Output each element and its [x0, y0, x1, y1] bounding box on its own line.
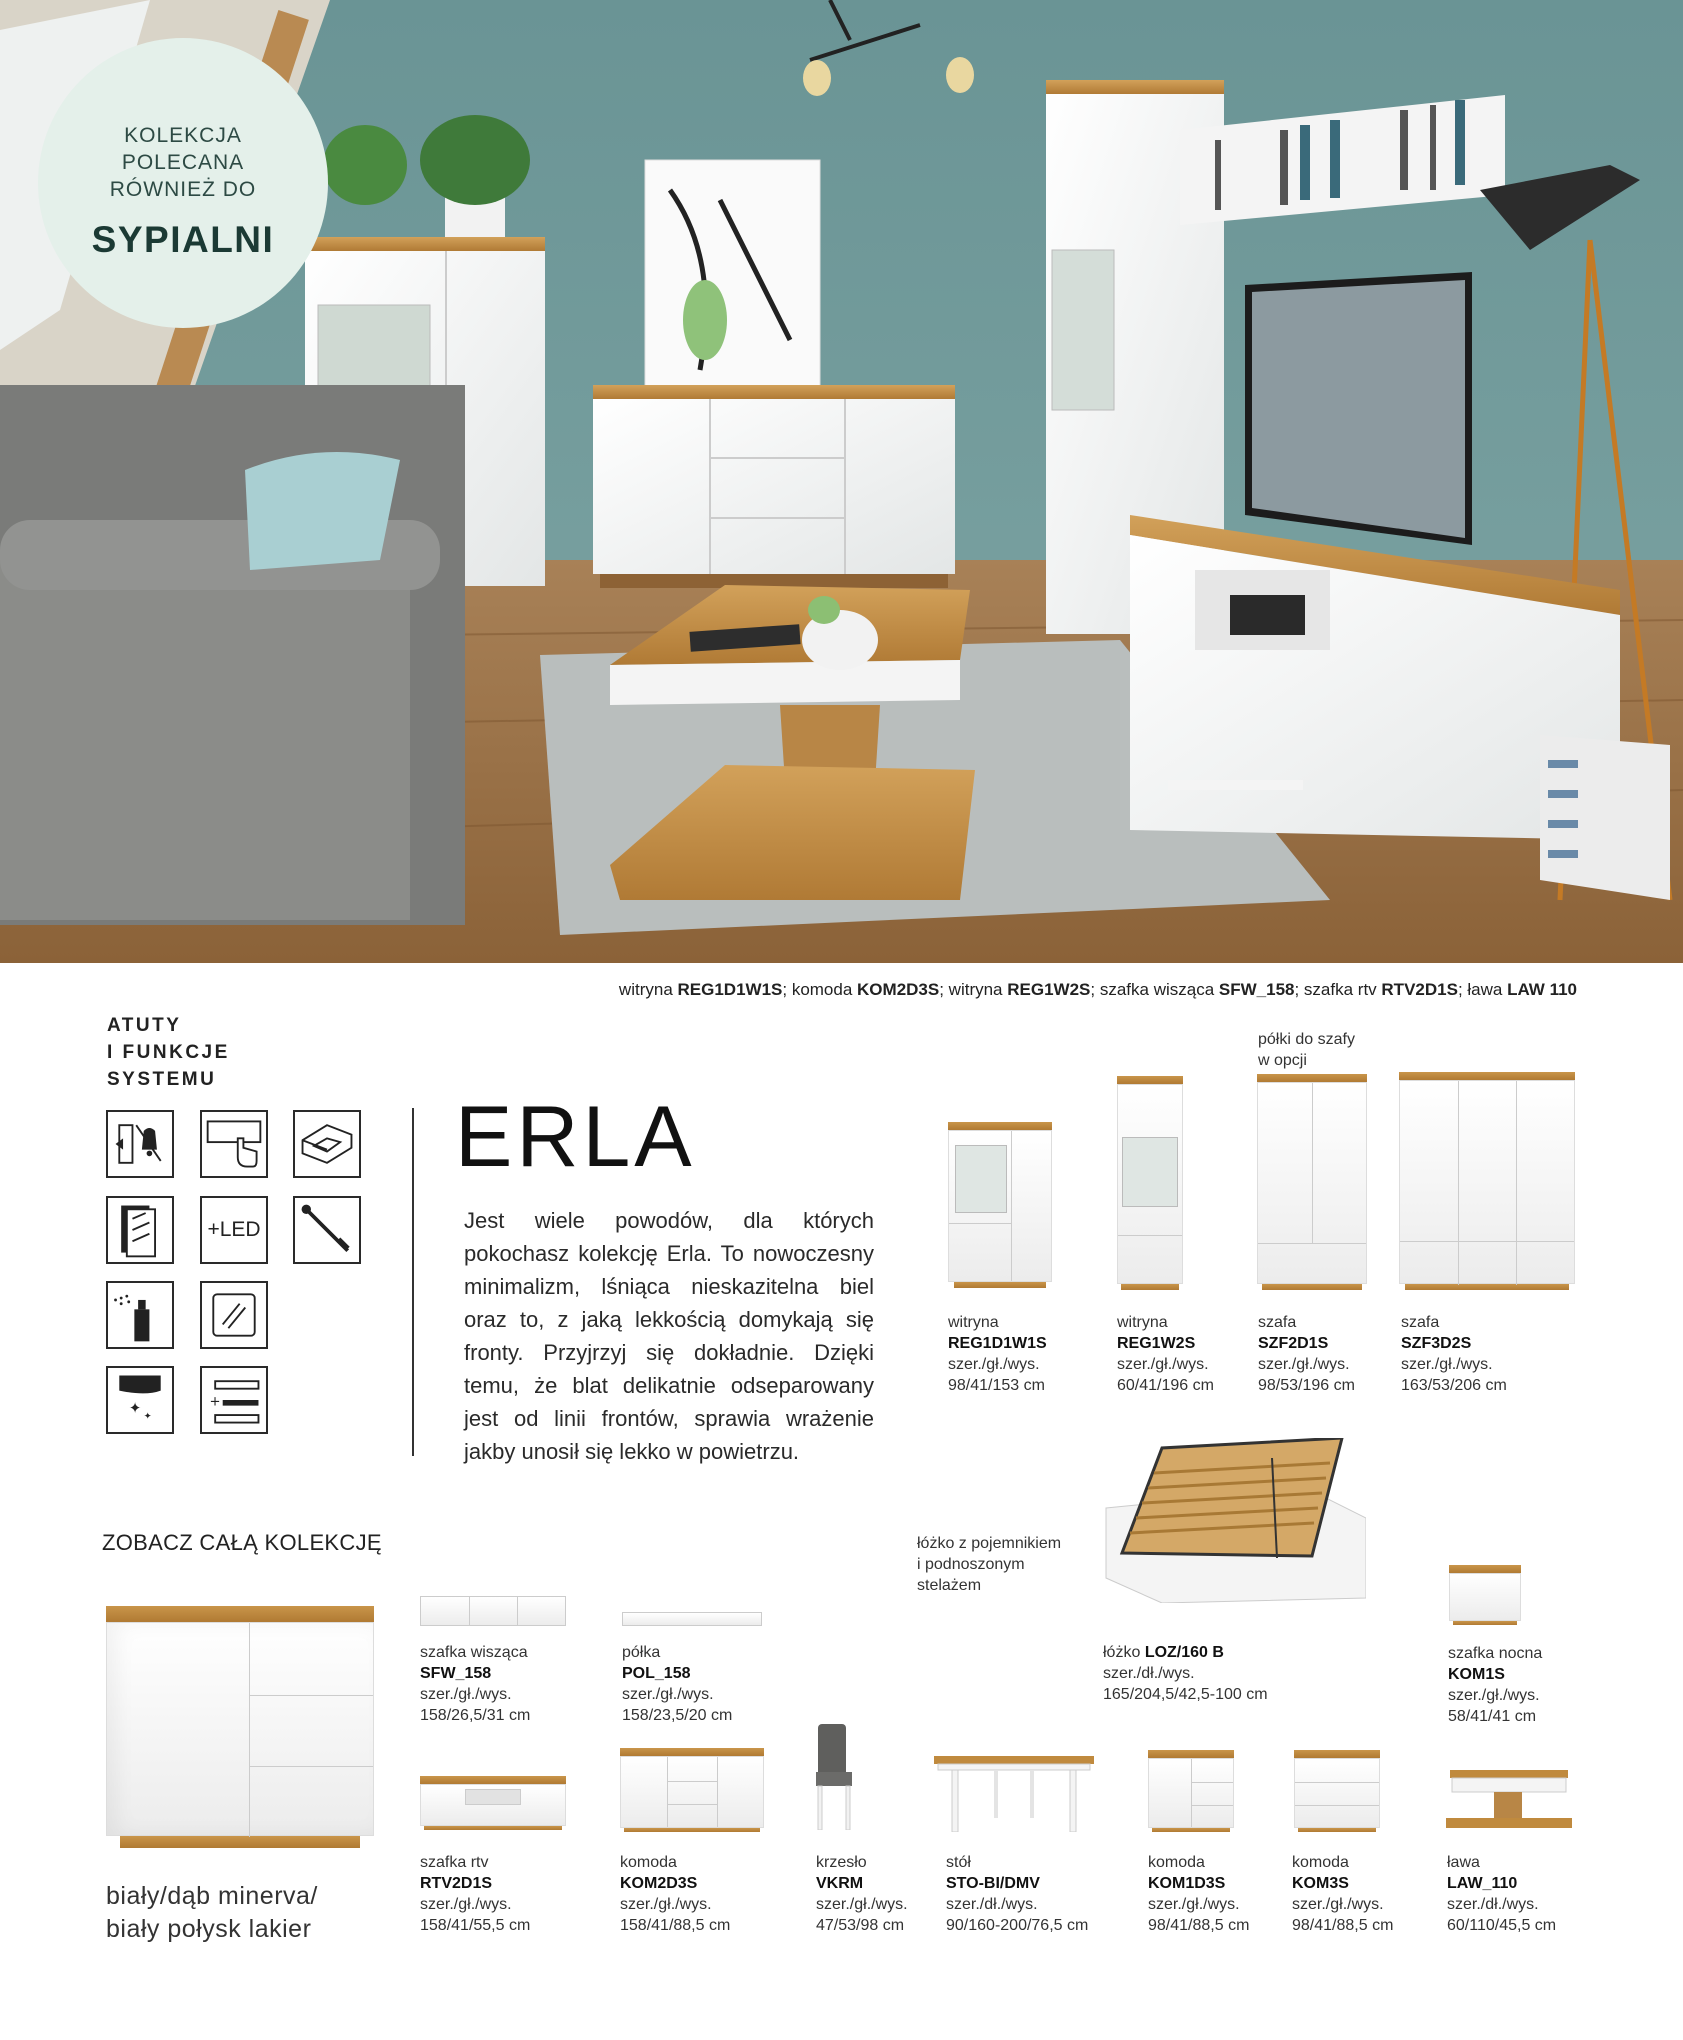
product-loz160b	[1103, 1642, 1268, 1705]
product-dims: 98/41/88,5 cm	[1148, 1917, 1250, 1934]
product-kom1s	[1448, 1643, 1542, 1727]
badge-line-2: POLECANA	[121, 151, 245, 174]
product-dim-label: szer./gł./wys.	[1148, 1896, 1240, 1913]
product-type: półka	[622, 1644, 661, 1661]
product-dim-label: szer./gł./wys.	[1448, 1687, 1540, 1704]
product-type: krzesło	[816, 1854, 867, 1871]
product-dims: 98/53/196 cm	[1258, 1377, 1355, 1394]
bed-note-line: i podnoszonym	[917, 1556, 1025, 1573]
collection-badge	[38, 38, 328, 328]
product-dim-label: szer./gł./wys.	[1258, 1356, 1350, 1373]
shelves-note-line: półki do szafy	[1258, 1031, 1355, 1048]
product-code: SZF3D2S	[1401, 1335, 1472, 1352]
product-law110	[1447, 1852, 1556, 1936]
badge-bold: SYPIALNI	[91, 219, 275, 260]
product-code: KOM1S	[1448, 1666, 1505, 1683]
product-reg1d1w1s	[948, 1312, 1047, 1396]
product-dims: 158/23,5/20 cm	[622, 1707, 733, 1724]
product-type: stół	[946, 1854, 971, 1871]
product-image-vkrm	[812, 1724, 856, 1830]
badge-line-3: RÓWNIEŻ DO	[109, 178, 257, 201]
product-reg1w2s	[1117, 1312, 1214, 1396]
bed-note-line: łóżko z pojemnikiem	[917, 1535, 1062, 1552]
product-dim-label: szer./gł./wys.	[622, 1686, 714, 1703]
hero-caption	[619, 980, 1577, 1000]
product-rtv2d1s	[420, 1852, 530, 1936]
easy-clean-icon	[106, 1366, 174, 1434]
product-code: LAW_110	[1447, 1875, 1518, 1892]
product-image-kom1d3s-large	[106, 1606, 374, 1850]
product-dim-label: szer./gł./wys.	[420, 1896, 512, 1913]
product-code: LOZ/160 B	[1144, 1644, 1224, 1661]
finish-line: biały/dąb minerva/	[106, 1882, 318, 1910]
product-dim-label: szer./gł./wys.	[1401, 1356, 1493, 1373]
features-heading-line: SYSTEMU	[107, 1069, 217, 1090]
product-code: REG1D1W1S	[948, 1335, 1047, 1352]
handle-icon	[293, 1196, 361, 1264]
caption-text: ; komoda	[782, 980, 858, 999]
push-open-icon	[200, 1110, 268, 1178]
product-image-sto-bi-dmv	[934, 1756, 1094, 1832]
product-dims: 47/53/98 cm	[816, 1917, 905, 1934]
bed-note-line: stelażem	[917, 1577, 982, 1594]
shelves-note-line: w opcji	[1258, 1052, 1307, 1069]
product-dim-label: szer./gł./wys.	[1117, 1356, 1209, 1373]
product-code: SFW_158	[420, 1665, 492, 1682]
glossy-front-icon	[106, 1196, 174, 1264]
lacquer-spray-icon	[106, 1281, 174, 1349]
product-code: KOM1D3S	[1148, 1875, 1226, 1892]
caption-code: RTV2D1S	[1381, 980, 1458, 999]
features-heading-line: ATUTY	[107, 1015, 182, 1036]
divider-line	[412, 1108, 414, 1456]
product-type: witryna	[948, 1314, 999, 1331]
product-dim-label: szer./dł./wys.	[1447, 1896, 1539, 1913]
caption-text: ; szafka wisząca	[1090, 980, 1219, 999]
product-szf3d2s	[1401, 1312, 1507, 1396]
product-image-kom1s	[1449, 1565, 1521, 1625]
soft-close-icon	[106, 1110, 174, 1178]
product-vkrm	[816, 1852, 908, 1936]
product-szf2d1s	[1258, 1312, 1355, 1396]
finish-description	[106, 1880, 318, 1946]
product-code: KOM3S	[1292, 1875, 1349, 1892]
product-code: STO-BI/DMV	[946, 1875, 1040, 1892]
bed-note	[917, 1533, 1061, 1596]
led-label: +LED	[207, 1218, 261, 1241]
see-all-collection: ZOBACZ CAŁĄ KOLEKCJĘ	[102, 1530, 382, 1555]
product-image-sfw158	[420, 1596, 566, 1626]
caption-code: REG1D1W1S	[677, 980, 783, 999]
product-image-szf3d2s	[1399, 1072, 1575, 1290]
product-type: ława	[1447, 1854, 1480, 1871]
product-kom3s	[1292, 1852, 1393, 1936]
product-dims: 158/41/55,5 cm	[420, 1917, 531, 1934]
product-dims: 90/160-200/76,5 cm	[946, 1917, 1089, 1934]
product-dim-label: szer./gł./wys.	[620, 1896, 712, 1913]
product-type: łóżko	[1103, 1644, 1141, 1661]
svg-text:✦: ✦	[143, 1410, 152, 1422]
product-dims: 98/41/153 cm	[948, 1377, 1045, 1394]
product-code: SZF2D1S	[1258, 1335, 1329, 1352]
product-dims: 165/204,5/42,5-100 cm	[1103, 1686, 1268, 1703]
product-dims: 58/41/41 cm	[1448, 1708, 1537, 1725]
product-type: szafka wisząca	[420, 1644, 528, 1661]
product-code: REG1W2S	[1117, 1335, 1196, 1352]
product-image-law110	[1446, 1770, 1572, 1832]
glass-icon	[200, 1281, 268, 1349]
product-dim-label: szer./gł./wys.	[816, 1896, 908, 1913]
product-type: szafa	[1401, 1314, 1440, 1331]
product-sto-bi-dmv	[946, 1852, 1088, 1936]
product-type: szafka rtv	[420, 1854, 489, 1871]
product-kom1d3s	[1148, 1852, 1249, 1936]
product-image-reg1d1w1s	[948, 1122, 1052, 1290]
product-type: komoda	[1292, 1854, 1349, 1871]
caption-text: ; ława	[1457, 980, 1508, 999]
product-dims: 60/41/196 cm	[1117, 1377, 1214, 1394]
caption-code: LAW 110	[1507, 980, 1577, 999]
badge-line-1: KOLEKCJA	[124, 124, 242, 147]
product-type: komoda	[620, 1854, 677, 1871]
drawer-runner-icon	[293, 1110, 361, 1178]
product-code: KOM2D3S	[620, 1875, 698, 1892]
caption-code: KOM2D3S	[857, 980, 940, 999]
product-pol158	[622, 1642, 732, 1726]
product-dims: 60/110/45,5 cm	[1447, 1917, 1557, 1934]
product-type: komoda	[1148, 1854, 1205, 1871]
svg-text:✦: ✦	[128, 1399, 142, 1418]
caption-text: ; szafka rtv	[1294, 980, 1382, 999]
led-icon	[200, 1196, 268, 1264]
product-image-reg1w2s	[1117, 1076, 1183, 1290]
collection-description: Jest wiele powodów, dla których pokochasz kolekcję Erla. To nowoczesny minimalizm, lśniąca nieskazitelna biel oraz to, z jaką lekkością domykają się fronty. Przyjrzyj się dokładnie. Dzięki temu, że blat delikatnie odseparowany jest od linii frontów, sprawia wrażenie jakby unosił się lekko w powietrzu.	[464, 1208, 874, 1464]
product-dim-label: szer./dł./wys.	[946, 1896, 1038, 1913]
product-image-szf2d1s	[1257, 1074, 1367, 1290]
product-dims: 158/41/88,5 cm	[620, 1917, 731, 1934]
product-image-kom1d3s	[1148, 1750, 1234, 1832]
caption-code: REG1W2S	[1007, 980, 1091, 999]
product-image-pol158	[622, 1612, 762, 1626]
shelves-note	[1258, 1029, 1355, 1071]
finish-line: biały połysk lakier	[106, 1915, 312, 1943]
svg-text:+: +	[209, 1394, 221, 1410]
product-image-kom3s	[1294, 1750, 1380, 1832]
product-sfw158	[420, 1642, 530, 1726]
product-image-rtv2d1s	[420, 1776, 566, 1830]
product-dims: 98/41/88,5 cm	[1292, 1917, 1394, 1934]
features-heading	[107, 1012, 230, 1093]
caption-code: SFW_158	[1218, 980, 1295, 999]
product-code: VKRM	[816, 1875, 864, 1892]
product-image-kom2d3s	[620, 1748, 764, 1832]
caption-text: ; witryna	[939, 980, 1008, 999]
features-heading-line: I FUNKCJE	[107, 1042, 230, 1063]
product-dim-label: szer./dł./wys.	[1103, 1665, 1195, 1682]
product-dims: 163/53/206 cm	[1401, 1377, 1507, 1394]
product-type: szafa	[1258, 1314, 1297, 1331]
product-dim-label: szer./gł./wys.	[1292, 1896, 1384, 1913]
product-code: POL_158	[622, 1665, 691, 1682]
caption-text: witryna	[618, 980, 678, 999]
product-image-loz160b	[1102, 1438, 1366, 1603]
product-code: RTV2D1S	[420, 1875, 493, 1892]
product-dim-label: szer./gł./wys.	[420, 1686, 512, 1703]
product-type: szafka nocna	[1448, 1645, 1543, 1662]
product-dim-label: szer./gł./wys.	[948, 1356, 1040, 1373]
collection-title: ERLA	[455, 1089, 696, 1185]
product-dims: 158/26,5/31 cm	[420, 1707, 531, 1724]
extra-shelf-icon	[200, 1366, 268, 1434]
product-kom2d3s	[620, 1852, 730, 1936]
product-type: witryna	[1117, 1314, 1168, 1331]
